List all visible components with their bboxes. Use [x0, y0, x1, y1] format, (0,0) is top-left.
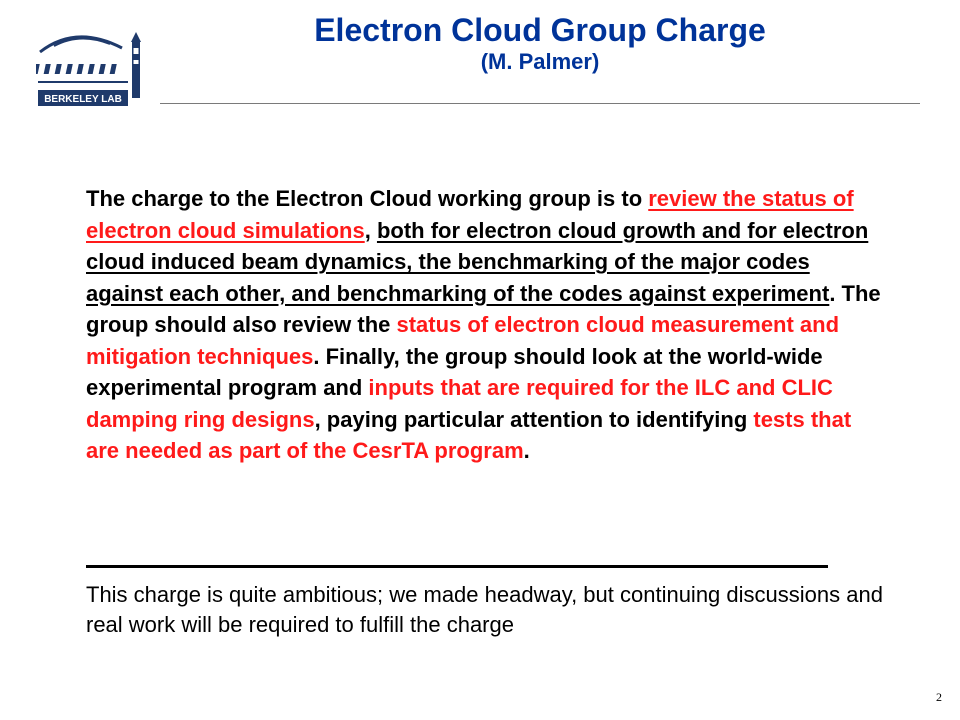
header-divider	[160, 103, 920, 104]
charge-segment-2: review the status of electron cloud simulations	[86, 186, 854, 243]
charge-segment-3: ,	[364, 217, 377, 243]
logo-text: BERKELEY LAB	[44, 94, 122, 105]
charge-segment-7: . Finally, the group should look at the world-wide experimental program and	[86, 343, 823, 400]
charge-segment-5: . The group should also review the	[86, 280, 881, 337]
charge-paragraph	[86, 183, 886, 467]
page-subtitle: (M. Palmer)	[480, 49, 600, 74]
page-title: Electron Cloud Group Charge	[314, 12, 766, 48]
charge-segment-9: , paying particular attention to identifying	[314, 406, 754, 432]
berkeley-lab-logo	[36, 30, 158, 110]
summary-note: This charge is quite ambitious; we made headway, but continuing discussions and real work will be required to fulfill the charge	[86, 582, 883, 637]
charge-segment-1: The charge to the Electron Cloud working group is to	[86, 186, 649, 211]
charge-segment-6: status of electron cloud measurement and mitigation techniques	[86, 312, 840, 369]
charge-segment-4: both for electron cloud growth and for electron cloud induced beam dynamics, the benchmarking of the major codes against each other, and benchmarking of the codes against experiment	[86, 217, 869, 306]
berkeley-lab-logo-icon	[36, 30, 158, 110]
section-divider	[86, 565, 828, 568]
charge-segment-10: tests that are needed as part of the CesrTA program	[86, 406, 852, 463]
charge-segment-8: inputs that are required for the ILC and CLIC damping ring designs	[86, 375, 833, 432]
slide-number: 2	[936, 690, 942, 704]
charge-segment-11: .	[523, 438, 530, 463]
